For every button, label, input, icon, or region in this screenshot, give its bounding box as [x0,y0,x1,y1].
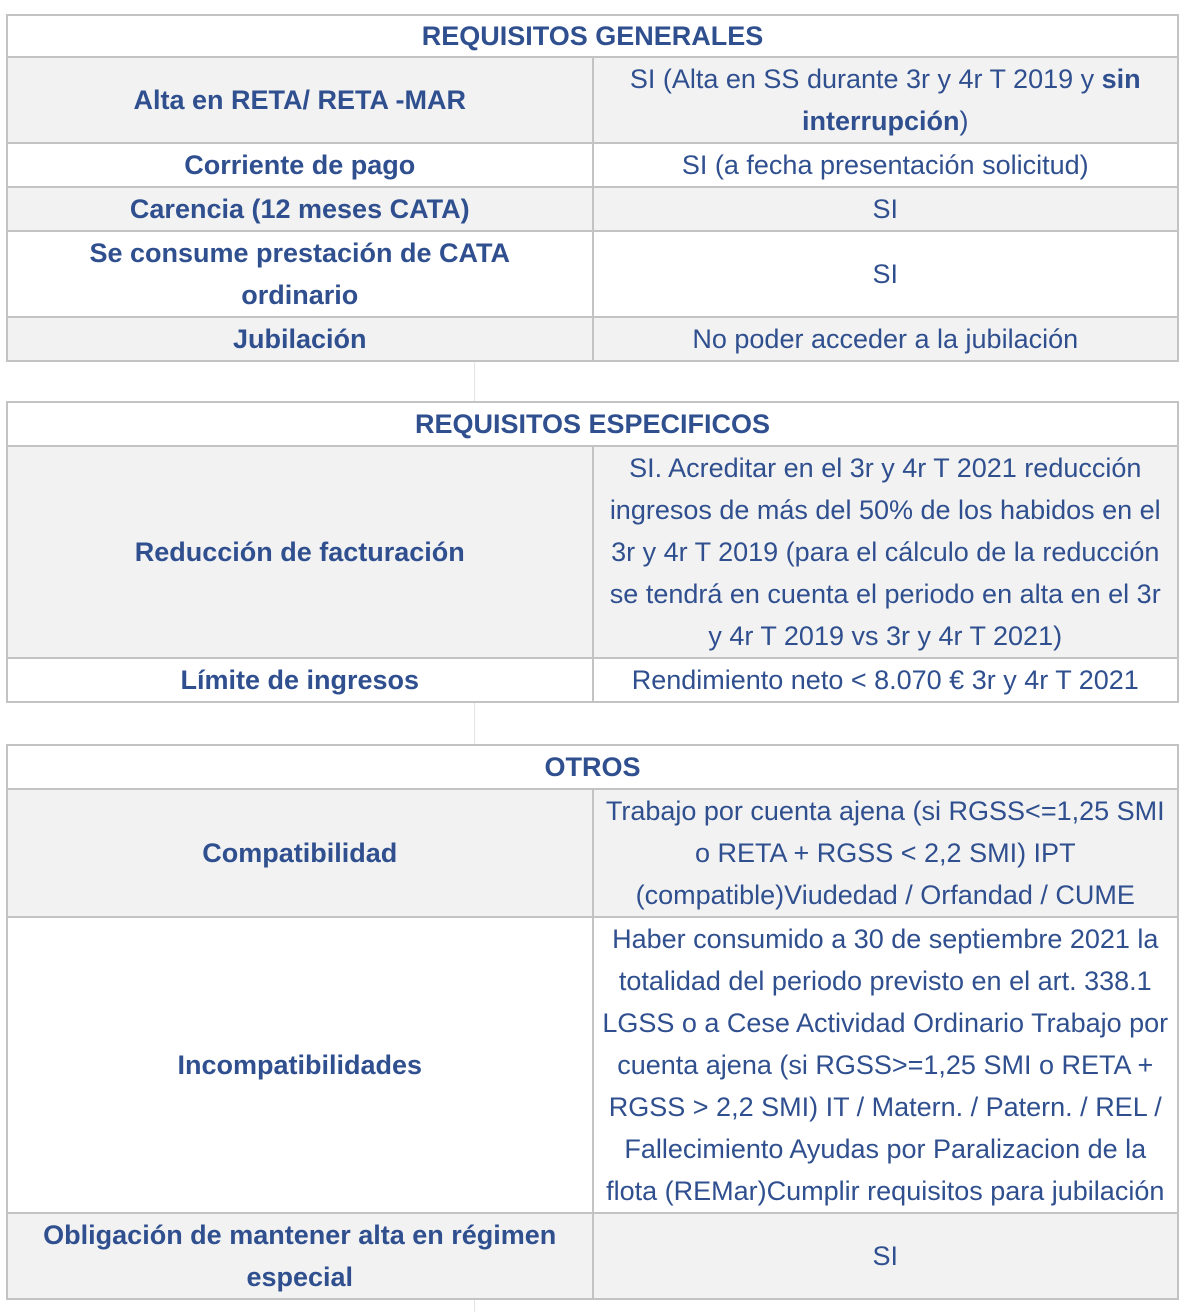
row-value: No poder acceder a la jubilación [593,317,1179,361]
table-row [7,231,1178,317]
others-table [6,744,1179,1300]
row-value: SI [593,231,1179,317]
table-row [7,789,1178,917]
table-header-row [7,15,1178,57]
row-value: Trabajo por cuenta ajena (si RGSS<=1,25 SMI o RETA + RGSS < 2,2 SMI) IPT (compatible)Viudedad / Orfandad / CUME [593,789,1179,917]
row-label: Límite de ingresos [7,658,593,702]
row-label: Jubilación [7,317,593,361]
general-requirements-table [6,14,1179,362]
table-row [7,57,1178,143]
section-title: REQUISITOS GENERALES [7,15,1178,57]
row-label: Alta en RETA/ RETA -MAR [7,57,593,143]
table-row [7,1213,1178,1299]
row-value: SI [593,187,1179,231]
table-row [7,187,1178,231]
table-row [7,446,1178,658]
divider-line [474,701,475,745]
section-title: REQUISITOS ESPECIFICOS [7,402,1178,446]
value-text: ) [959,106,969,136]
table-row [7,317,1178,361]
row-value: Rendimiento neto < 8.070 € 3r y 4r T 2021 [593,658,1179,702]
row-label: Carencia (12 meses CATA) [7,187,593,231]
row-label: Corriente de pago [7,143,593,187]
table-header-row [7,402,1178,446]
table-row [7,143,1178,187]
row-value: SI. Acreditar en el 3r y 4r T 2021 reducción ingresos de más del 50% de los habidos en el 3r y 4r T 2019 (para el cálculo de la reducción se tendrá en cuenta el periodo en alta en el 3r y 4r T 2019 vs 3r y 4r T 2021) [593,446,1179,658]
row-value [593,57,1179,143]
table-row [7,917,1178,1213]
row-value: SI (a fecha presentación solicitud) [593,143,1179,187]
value-emphasis: sin interrupción [801,64,1141,136]
table-header-row [7,745,1178,789]
row-label: Obligación de mantener alta en régimen especial [7,1213,593,1299]
row-label: Reducción de facturación [7,446,593,658]
table-row [7,658,1178,702]
value-text: SI (Alta en SS durante 3r y 4r T 2019 y [629,64,1102,94]
row-value: Haber consumido a 30 de septiembre 2021 la totalidad del periodo previsto en el art. 338.1 LGSS o a Cese Actividad Ordinario Trabajo por cuenta ajena (si RGSS>=1,25 SMI o RETA + RGSS > 2,2 SMI) IT / Matern. / Patern. / REL / Fallecimiento Ayudas por Paralizacion de la flota (REMar)Cumplir requisitos para jubilación [593,917,1179,1213]
row-label: Compatibilidad [7,789,593,917]
row-label: Incompatibilidades [7,917,593,1213]
section-title: OTROS [7,745,1178,789]
row-label: Se consume prestación de CATA ordinario [7,231,593,317]
divider-line [474,358,475,402]
specific-requirements-table [6,401,1179,703]
row-value: SI [593,1213,1179,1299]
